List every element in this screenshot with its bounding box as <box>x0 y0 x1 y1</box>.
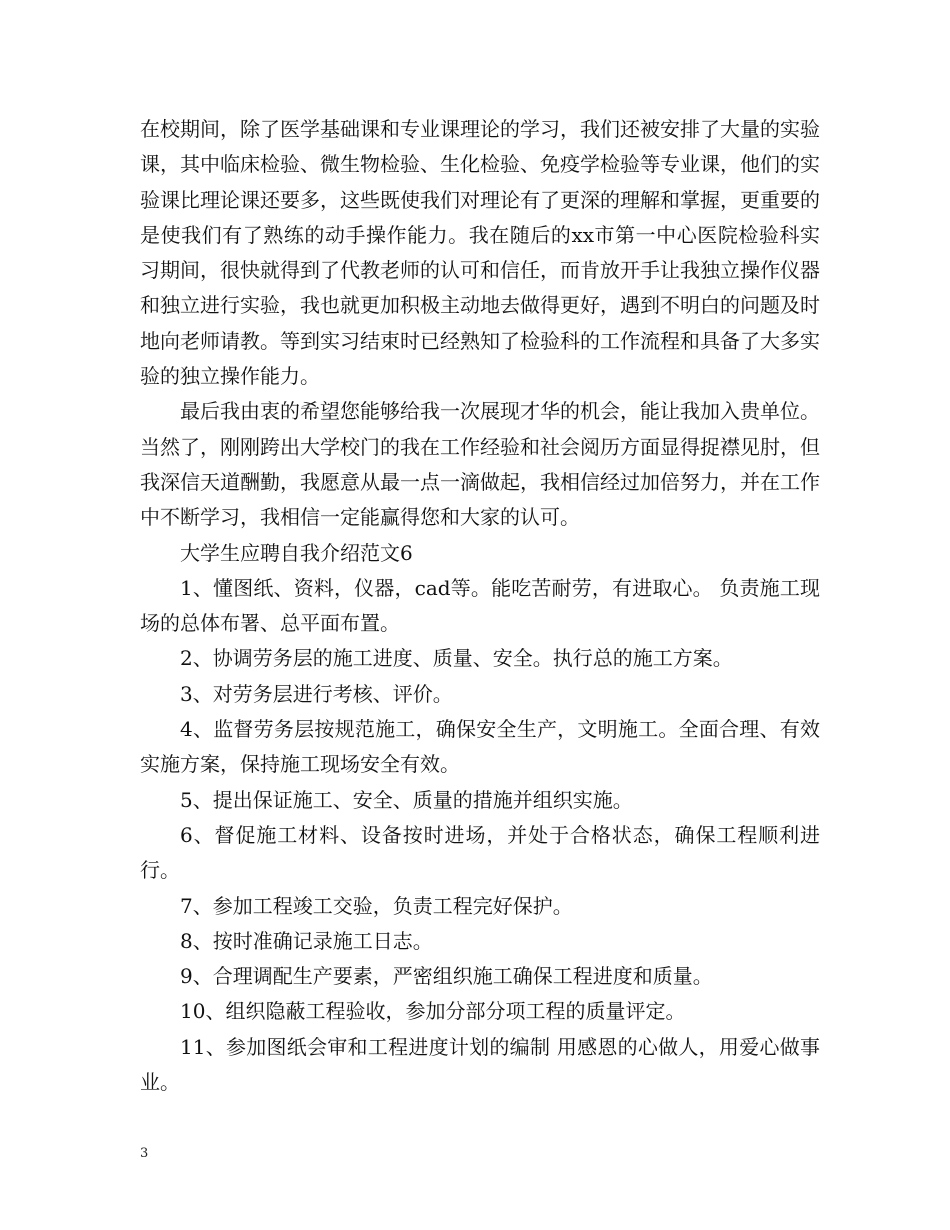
list-item: 9、合理调配生产要素，严密组织施工确保工程进度和质量。 <box>180 964 713 989</box>
list-item: 7、参加工程竣工交验，负责工程完好保护。 <box>180 893 573 918</box>
list-item: 11、参加图纸会审和工程进度计划的编制 用感恩的心做人，用爱心做事业。 <box>140 1034 820 1095</box>
list-item: 5、提出保证施工、安全、质量的措施并组织实施。 <box>180 787 633 812</box>
paragraph-internship: 在校期间，除了医学基础课和专业课理论的学习，我们还被安排了大量的实验课，其中临床检验、微生物检验、生化检验、免疫学检验等专业课，他们的实验课比理论课还要多，这些既使我们对理论有了更深的理解和掌握，更重要的是使我们有了熟练的动手操作能力。我在随后的xx市第一中心医院检验科实习期间，很快就得到了代教老师的认可和信任，而肯放开手让我独立操作仪器和独立进行实验，我也就更加积极主动地去做得更好，遇到不明白的问题及时地向老师请教。等到实习结束时已经熟知了检验科的工作流程和具备了大多实验的独立操作能力。 <box>140 117 820 389</box>
page-number: 3 <box>140 1146 149 1161</box>
list-item: 4、监督劳务层按规范施工，确保安全生产，文明施工。全面合理、有效实施方案，保持施工现场安全有效。 <box>140 717 820 777</box>
list-item: 2、协调劳务层的施工进度、质量、安全。执行总的施工方案。 <box>180 646 733 671</box>
list-item: 1、懂图纸、资料，仪器，cad等。能吃苦耐劳，有进取心。 负责施工现场的总体布署、总平面布置。 <box>140 575 820 636</box>
section-heading: 大学生应聘自我介绍范文6 <box>180 540 413 565</box>
document-body <box>140 112 820 1100</box>
list-item: 10、组织隐蔽工程验收，参加分部分项工程的质量评定。 <box>180 999 686 1024</box>
list-item: 3、对劳务层进行考核、评价。 <box>180 681 453 706</box>
list-item: 6、督促施工材料、设备按时进场，并处于合格状态，确保工程顺利进行。 <box>140 822 820 883</box>
list-item: 8、按时准确记录施工日志。 <box>180 928 433 953</box>
paragraph-closing: 最后我由衷的希望您能够给我一次展现才华的机会，能让我加入贵单位。当然了，刚刚跨出大学校门的我在工作经验和社会阅历方面显得捉襟见肘，但我深信天道酬勤，我愿意从最一点一滴做起，我相信经过加倍努力，并在工作中不断学习，我相信一定能赢得您和大家的认可。 <box>140 399 820 530</box>
